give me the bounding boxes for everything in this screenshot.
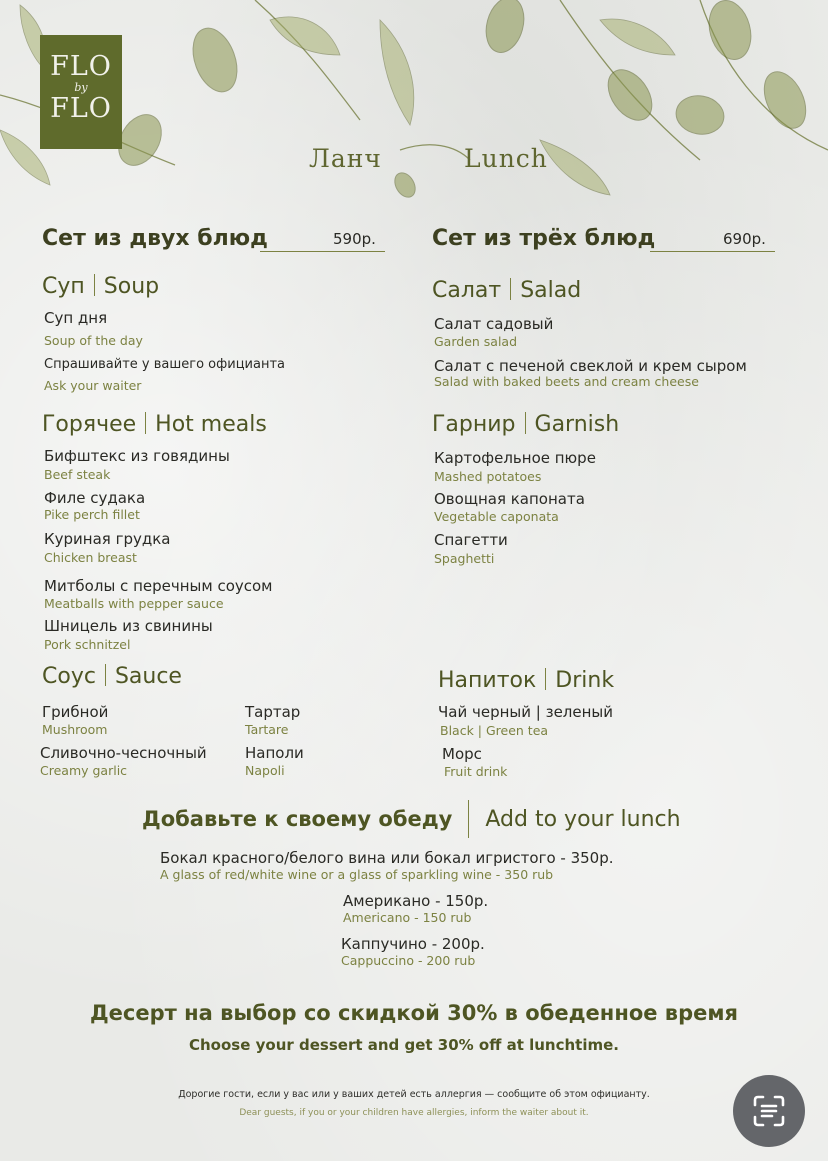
set-two-courses-title: Сет из двух блюд [42,226,268,251]
dessert-offer-title: Десерт на выбор со скидкой 30% в обеденное время [89,1001,739,1025]
section-title-en: Soup [103,274,160,299]
divider [525,412,526,434]
addon-item-translation: A glass of red/white wine or a glass of sparkling wine - 350 rub [160,867,554,882]
menu-item-name: Картофельное пюре [434,449,596,467]
menu-item-name: Салат садовый [434,315,554,333]
menu-item-translation: Creamy garlic [40,763,128,778]
section-title-ru: Гарнир [432,412,516,437]
menu-item-name: Чай черный | зеленый [438,703,614,721]
page-title-ru: Ланч [309,144,382,173]
menu-item-name: Сливочно-чесночный [40,744,207,762]
divider [510,278,511,300]
section-title-ru: Напиток [438,668,537,693]
addon-item-translation: Cappuccino - 200 rub [341,953,476,968]
section-title-en: Sauce [114,664,182,689]
price-underline [650,251,775,252]
divider [105,664,106,686]
divider [94,274,95,296]
divider [545,668,546,690]
menu-item-name: Спрашивайте у вашего официанта [44,357,286,372]
logo-text: FLO [50,93,112,124]
price-underline [260,251,385,252]
menu-item-name: Морс [442,745,482,763]
section-title-en: Hot meals [155,412,267,437]
flo-by-flo-logo [40,35,122,149]
menu-item-translation: Soup of the day [44,333,143,348]
allergy-notice-ru: Дорогие гости, если у вас или у ваших детей есть аллергия — сообщите об этом официанту. [178,1089,650,1100]
section-title-ru: Горячее [42,412,137,437]
section-title-en: Drink [555,668,615,693]
menu-item-translation: Ask your waiter [44,378,142,393]
addon-item-translation: Americano - 150 rub [343,910,472,925]
allergy-notice-en: Dear guests, if you or your children have allergies, inform the waiter about it. [239,1108,589,1118]
section-title-add-to-lunch [142,800,681,838]
document-scan-button[interactable] [733,1075,805,1147]
section-title-en: Garnish [534,412,620,437]
menu-item-name: Куриная грудка [44,530,171,548]
section-title-hot-meals [42,412,267,437]
menu-item-translation: Chicken breast [44,550,137,565]
section-title-ru: Салат [432,278,502,303]
menu-item-translation: Beef steak [44,467,111,482]
section-title-garnish [432,412,619,437]
addon-item-name: Американо - 150р. [343,892,489,910]
menu-item-translation: Salad with baked beets and cream cheese [434,374,699,389]
menu-item-translation: Meatballs with pepper sauce [44,596,224,611]
menu-item-name: Филе судака [44,489,146,507]
menu-item-name: Митболы с перечным соусом [44,577,273,595]
menu-item-name: Овощная капоната [434,490,585,508]
menu-item-translation: Garden salad [434,334,518,349]
menu-item-name: Спагетти [434,531,508,549]
logo-text: by [74,81,88,94]
menu-item-translation: Mushroom [42,722,108,737]
menu-item-translation: Fruit drink [444,764,508,779]
dessert-offer-subtitle: Choose your dessert and get 30% off at lunchtime. [189,1036,619,1054]
menu-item-name: Грибной [42,703,109,721]
menu-item-name: Наполи [245,744,304,762]
section-title-ru: Добавьте к своему обеду [142,807,453,831]
divider [145,412,146,434]
divider [468,800,469,838]
menu-item-translation: Vegetable caponata [434,509,559,524]
menu-item-translation: Pork schnitzel [44,637,131,652]
section-title-sauce [42,664,182,689]
menu-item-translation: Tartare [245,722,289,737]
menu-item-translation: Mashed potatoes [434,469,542,484]
menu-item-name: Тартар [245,703,301,721]
menu-item-name: Бифштекс из говядины [44,447,230,465]
menu-item-translation: Napoli [245,763,285,778]
addon-item-name: Бокал красного/белого вина или бокал игристого - 350р. [160,849,614,867]
section-title-soup [42,274,159,299]
section-title-ru: Соус [42,664,96,689]
menu-item-translation: Spaghetti [434,551,495,566]
menu-item-name: Суп дня [44,309,108,327]
document-scan-icon [733,1075,805,1147]
menu-item-translation: Black | Green tea [440,723,549,738]
addon-item-name: Каппучино - 200р. [341,935,485,953]
section-title-drink [438,668,614,693]
menu-item-name: Шницель из свинины [44,617,213,635]
section-title-en: Add to your lunch [485,807,681,832]
menu-item-translation: Pike perch fillet [44,507,140,522]
olive-branch-illustration [0,0,828,210]
set-three-courses-price: 690р. [723,230,766,248]
section-title-en: Salad [520,278,582,303]
menu-item-name: Салат с печеной свеклой и крем сыром [434,357,747,375]
page-title-en: Lunch [464,144,548,173]
logo-text: FLO [50,51,112,82]
set-two-courses-price: 590р. [333,230,376,248]
section-title-salad [432,278,581,303]
section-title-ru: Суп [42,274,85,299]
set-three-courses-title: Сет из трёх блюд [432,226,656,251]
